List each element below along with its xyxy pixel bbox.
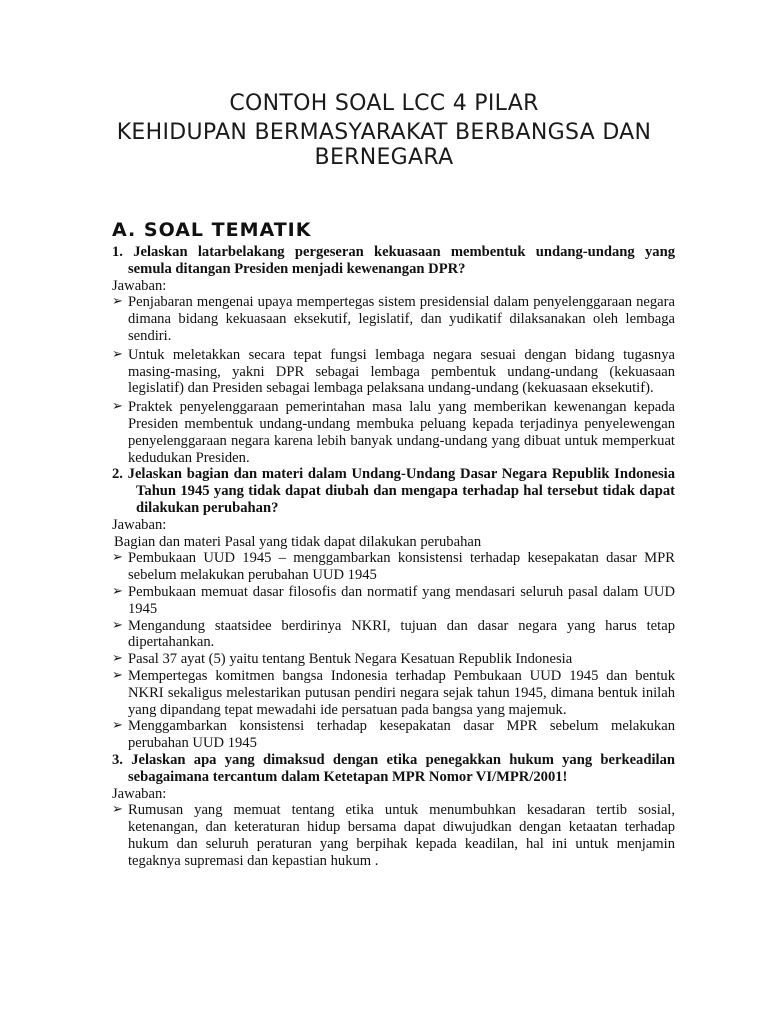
document-title-line-2: KEHIDUPAN BERMASYARAKAT BERBANGSA DAN [116, 120, 652, 145]
bullet-text: Pembukaan memuat dasar filosofis dan normatif yang mendasari seluruh pasal dalam UUD 1945 [128, 583, 675, 617]
answer-label-3: Jawaban: [112, 785, 167, 802]
arrow-bullet-icon: ➢ [112, 651, 123, 667]
document-body [112, 244, 675, 869]
bullet-text: Rumusan yang memuat tentang etika untuk menumbuhkan kesadaran tertib sosial, ketenangan, dan keteraturan hidup bersama dapat diwujudkan dengan ketaatan terhadap hukum dan seluruh peraturan yang berpihak kepada keadilan, hal ini untuk menjamin tegaknya supremasi dan kepastian hukum . [128, 802, 675, 869]
bullet-text: Menggambarkan konsistensi terhadap kesepakatan dasar MPR sebelum melakukan perubahan UUD 1945 [128, 718, 675, 752]
answer-label-1: Jawaban: [112, 277, 167, 294]
answer-1-bullet-3 [112, 399, 675, 466]
arrow-bullet-icon: ➢ [112, 399, 123, 415]
arrow-bullet-icon: ➢ [112, 802, 123, 818]
arrow-bullet-icon: ➢ [112, 583, 123, 599]
document-title-line-3: BERNEGARA [314, 145, 454, 170]
arrow-bullet-icon: ➢ [112, 718, 123, 734]
document-title-line-1: CONTOH SOAL LCC 4 PILAR [229, 91, 539, 116]
bullet-text: Mempertegas komitmen bangsa Indonesia terhadap Pembukaan UUD 1945 dan bentuk NKRI sekaligus melestarikan putusan pendiri negara sejak tahun 1945, dimana bentuk inilah yang dipandang tepat mewadahi ide persatuan pada bangsa yang majemuk. [128, 667, 675, 718]
answer-label-2: Jawaban: [112, 516, 167, 533]
answer-1-bullet-1 [112, 294, 675, 344]
answer-2-bullet-4 [112, 651, 675, 668]
answer-2-bullet-6 [112, 718, 675, 752]
arrow-bullet-icon: ➢ [112, 294, 123, 310]
answer-2-bullet-2 [112, 584, 675, 618]
bullet-text: Pasal 37 ayat (5) yaitu tentang Bentuk Negara Kesatuan Republik Indonesia [128, 651, 573, 668]
arrow-bullet-icon: ➢ [112, 617, 123, 633]
answer-2-bullet-1 [112, 550, 675, 584]
question-2: 2. Jelaskan bagian dan materi dalam Undang-Undang Dasar Negara Republik Indonesia Tahun 1945 yang tidak dapat diubah dan mengapa terhadap hal tersebut tidak dapat dilakukan perubahan? [112, 466, 675, 516]
answer-2-bullet-5 [112, 668, 675, 718]
bullet-text: Penjabaran mengenai upaya mempertegas sistem presidensial dalam penyelenggaraan negara dimana bidang kekuasaan eksekutif, legislatif, dan yudikatif dilaksanakan oleh lembaga sendiri. [128, 294, 675, 344]
answer-1-bullet-2 [112, 347, 675, 397]
question-1: 1. Jelaskan latarbelakang pergeseran kekuasaan membentuk undang-undang yang semula ditangan Presiden menjadi kewenangan DPR? [112, 244, 675, 277]
arrow-bullet-icon: ➢ [112, 346, 123, 362]
arrow-bullet-icon: ➢ [112, 667, 123, 683]
bullet-text: Untuk meletakkan secara tepat fungsi lembaga negara sesuai dengan bidang tugasnya masing-masing, yakni DPR sebagai lembaga pembentuk undang-undang (kekuasaan legislatif) dan Presiden sebagai lembaga pelaksana undang-undang (kekuasaan eksekutif). [128, 346, 675, 397]
answer-2-bullet-3 [112, 618, 675, 652]
answer-2-intro: Bagian dan materi Pasal yang tidak dapat dilakukan perubahan [114, 533, 482, 550]
arrow-bullet-icon: ➢ [112, 550, 123, 566]
answer-3-bullet-1 [112, 802, 675, 869]
bullet-text: Mengandung staatsidee berdirinya NKRI, tujuan dan dasar negara yang harus tetap dipertahankan. [128, 617, 675, 651]
bullet-text: Pembukaan UUD 1945 – menggambarkan konsistensi terhadap kesepakatan dasar MPR sebelum melakukan perubahan UUD 1945 [128, 550, 675, 584]
section-heading: A. SOAL TEMATIK [112, 219, 312, 241]
question-3: 3. Jelaskan apa yang dimaksud dengan etika penegakkan hukum yang berkeadilan sebagaimana tercantum dalam Ketetapan MPR Nomor VI/MPR/2001! [112, 751, 675, 785]
bullet-text: Praktek penyelenggaraan pemerintahan masa lalu yang memberikan kewenangan kepada Presiden membentuk undang-undang membuka peluang kepada terjadinya penyelewengan penyelenggaraan negara karena lebih banyak undang-undang yang dibuat untuk memperkuat kedudukan Presiden. [128, 399, 675, 466]
